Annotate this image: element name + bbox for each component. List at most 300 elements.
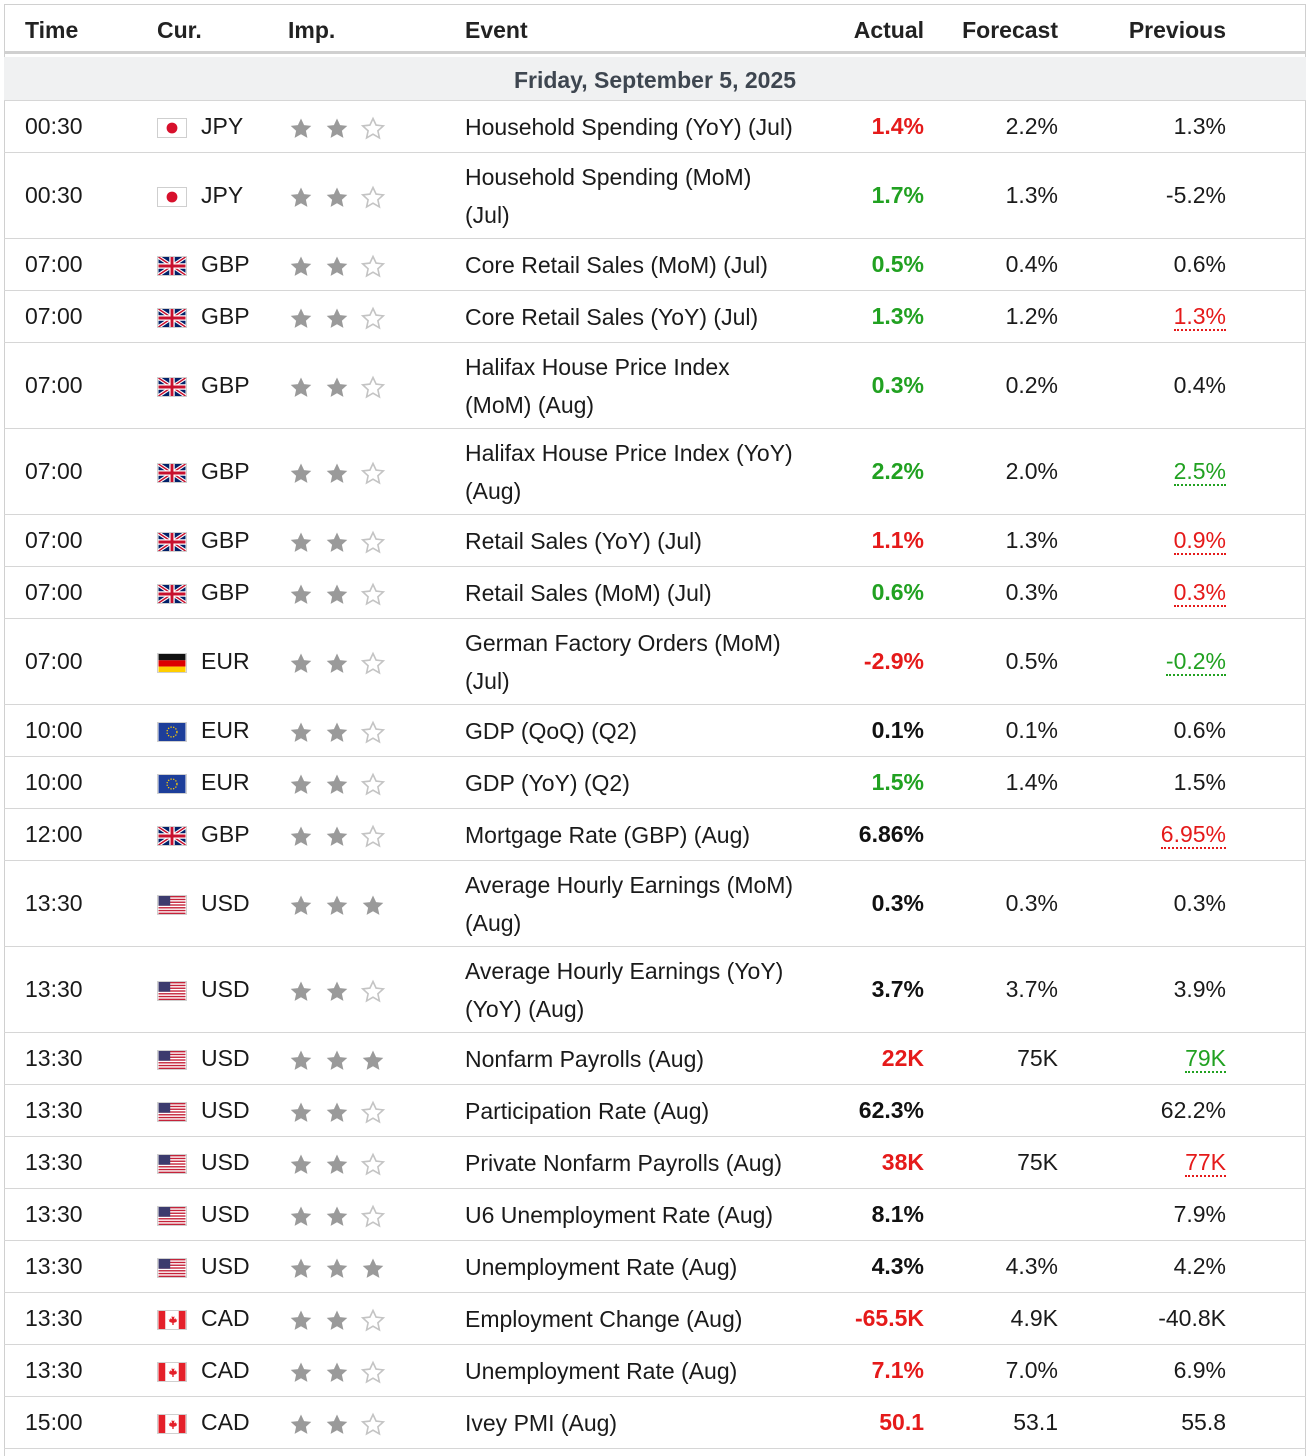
actual-value: 22K — [881, 1045, 924, 1071]
star-filled-icon — [287, 374, 315, 402]
star-filled-icon — [287, 1411, 315, 1439]
currency-code: GBP — [201, 458, 250, 484]
previous-value-text: 0.3% — [1173, 890, 1226, 916]
event-name[interactable] — [465, 1404, 617, 1442]
forecast-value: 1.4% — [1005, 769, 1058, 795]
event-name-line: Retail Sales (MoM) (Jul) — [465, 580, 712, 606]
actual-value: 0.5% — [871, 251, 924, 277]
star-empty-icon — [359, 1359, 387, 1387]
event-time: 13:30 — [25, 1045, 83, 1071]
currency-code: USD — [201, 1253, 250, 1279]
event-name[interactable] — [465, 1248, 737, 1286]
forecast-value: 4.3% — [1005, 1253, 1058, 1279]
event-time: 07:00 — [25, 458, 83, 484]
previous-value[interactable] — [1174, 458, 1226, 485]
forecast-value: 0.4% — [1005, 251, 1058, 277]
importance-stars — [287, 460, 387, 488]
gb-flag-icon — [157, 463, 187, 483]
currency-code: CAD — [201, 1409, 250, 1435]
table-row[interactable] — [4, 809, 1306, 861]
forecast-value: 0.2% — [1005, 372, 1058, 398]
star-filled-icon — [323, 305, 351, 333]
event-name-line: German Factory Orders (MoM) — [465, 630, 781, 656]
table-row[interactable] — [4, 705, 1306, 757]
event-name-line: Household Spending (YoY) (Jul) — [465, 114, 793, 140]
us-flag-icon — [157, 981, 187, 1001]
revised-previous-value[interactable]: 2.5% — [1173, 458, 1226, 484]
table-header — [4, 4, 1306, 54]
previous-value — [1181, 1409, 1226, 1436]
previous-value-text: 1.3% — [1173, 113, 1226, 139]
us-flag-icon — [157, 1258, 187, 1278]
actual-value: 62.3% — [858, 1097, 924, 1123]
table-row[interactable] — [4, 757, 1306, 809]
actual-value: 0.1% — [871, 717, 924, 743]
event-name-line: GDP (QoQ) (Q2) — [465, 718, 638, 744]
event-time: 13:30 — [25, 1201, 83, 1227]
star-empty-icon — [359, 978, 387, 1006]
star-filled-icon — [323, 1255, 351, 1283]
star-filled-icon — [323, 1099, 351, 1127]
gb-flag-icon — [157, 584, 187, 604]
star-filled-icon — [323, 719, 351, 747]
importance-stars — [287, 581, 387, 609]
table-row[interactable] — [4, 1033, 1306, 1085]
event-time: 13:30 — [25, 1305, 83, 1331]
star-empty-icon — [359, 1307, 387, 1335]
event-time: 07:00 — [25, 251, 83, 277]
star-empty-icon — [359, 1203, 387, 1231]
revised-previous-value[interactable]: 6.95% — [1160, 821, 1226, 847]
star-filled-icon — [359, 892, 387, 920]
forecast-value: 1.2% — [1005, 303, 1058, 329]
event-time: 13:30 — [25, 1097, 83, 1123]
event-name-line: Private Nonfarm Payrolls (Aug) — [465, 1150, 782, 1176]
gb-flag-icon — [157, 377, 187, 397]
event-time: 00:30 — [25, 113, 83, 139]
star-empty-icon — [359, 115, 387, 143]
star-filled-icon — [323, 1151, 351, 1179]
event-name[interactable] — [465, 1040, 704, 1078]
star-filled-icon — [287, 581, 315, 609]
actual-value: 2.2% — [871, 458, 924, 484]
actual-value: 1.4% — [871, 113, 924, 139]
event-name-line: Core Retail Sales (YoY) (Jul) — [465, 304, 759, 330]
actual-value: 1.3% — [871, 303, 924, 329]
star-filled-icon — [323, 892, 351, 920]
star-empty-icon — [359, 184, 387, 212]
star-empty-icon — [359, 529, 387, 557]
us-flag-icon — [157, 1050, 187, 1070]
star-filled-icon — [359, 1255, 387, 1283]
star-filled-icon — [287, 650, 315, 678]
table-row[interactable] — [4, 947, 1306, 1033]
event-name-line: U6 Unemployment Rate (Aug) — [465, 1202, 774, 1228]
previous-value — [1174, 769, 1226, 796]
forecast-value: 1.3% — [1005, 527, 1058, 553]
jp-flag-icon — [157, 118, 187, 138]
table-row[interactable] — [4, 1085, 1306, 1137]
actual-value: 0.6% — [871, 579, 924, 605]
importance-stars — [287, 184, 387, 212]
gb-flag-icon — [157, 826, 187, 846]
actual-value: 1.1% — [871, 527, 924, 553]
previous-value-text: -5.2% — [1165, 182, 1226, 208]
event-name[interactable] — [465, 624, 781, 700]
header-event[interactable]: Event — [465, 17, 528, 43]
event-name-line: Ivey PMI (Aug) — [465, 1410, 618, 1436]
star-filled-icon — [323, 650, 351, 678]
currency-code: USD — [201, 1201, 250, 1227]
header-time[interactable]: Time — [25, 17, 79, 43]
event-name[interactable] — [465, 1196, 773, 1234]
revised-previous-value[interactable]: -0.2% — [1165, 648, 1226, 674]
currency-code: GBP — [201, 303, 250, 329]
us-flag-icon — [157, 1102, 187, 1122]
previous-value[interactable] — [1174, 303, 1226, 330]
us-flag-icon — [157, 1154, 187, 1174]
event-name-line: Participation Rate (Aug) — [465, 1098, 710, 1124]
star-filled-icon — [323, 823, 351, 851]
table-row[interactable] — [4, 567, 1306, 619]
table-row[interactable] — [4, 153, 1306, 239]
ca-flag-icon — [157, 1362, 187, 1382]
currency-code: EUR — [201, 648, 250, 674]
star-filled-icon — [287, 1307, 315, 1335]
forecast-value: 3.7% — [1005, 976, 1058, 1002]
currency-code: EUR — [201, 769, 250, 795]
previous-value — [1158, 1305, 1226, 1332]
previous-value[interactable] — [1166, 648, 1226, 675]
previous-value[interactable] — [1174, 579, 1226, 606]
star-filled-icon — [287, 529, 315, 557]
actual-value: 8.1% — [871, 1201, 924, 1227]
event-time: 15:00 — [25, 1409, 83, 1435]
gb-flag-icon — [157, 308, 187, 328]
revised-previous-value[interactable]: 0.9% — [1173, 527, 1226, 553]
table-row[interactable] — [4, 291, 1306, 343]
table-row[interactable] — [4, 1137, 1306, 1189]
star-filled-icon — [359, 1047, 387, 1075]
event-name[interactable] — [465, 1092, 709, 1130]
actual-value: -2.9% — [863, 648, 924, 674]
event-name-line: (MoM) (Aug) — [465, 392, 595, 418]
event-name[interactable] — [465, 108, 793, 146]
star-filled-icon — [287, 1203, 315, 1231]
star-empty-icon — [359, 305, 387, 333]
header-previous[interactable]: Previous — [1128, 17, 1226, 43]
previous-value — [1166, 182, 1226, 209]
event-name-line: Employment Change (Aug) — [465, 1306, 743, 1332]
forecast-value: 7.0% — [1005, 1357, 1058, 1383]
forecast-value: 4.9K — [1010, 1305, 1058, 1331]
table-row[interactable] — [4, 1241, 1306, 1293]
star-empty-icon — [359, 1099, 387, 1127]
previous-value-text: 7.9% — [1173, 1201, 1226, 1227]
star-filled-icon — [323, 1047, 351, 1075]
event-name-line: Nonfarm Payrolls (Aug) — [465, 1046, 705, 1072]
currency-code: CAD — [201, 1305, 250, 1331]
star-empty-icon — [359, 719, 387, 747]
actual-value: 3.7% — [871, 976, 924, 1002]
event-name[interactable] — [465, 298, 758, 336]
header-forecast[interactable]: Forecast — [962, 17, 1058, 43]
table-row[interactable] — [4, 1397, 1306, 1449]
previous-value-text: 62.2% — [1160, 1097, 1226, 1123]
event-time: 13:30 — [25, 890, 83, 916]
event-time: 07:00 — [25, 303, 83, 329]
star-filled-icon — [287, 253, 315, 281]
star-filled-icon — [323, 1307, 351, 1335]
event-name-line: Household Spending (MoM) — [465, 164, 752, 190]
previous-value-text: 0.4% — [1173, 372, 1226, 398]
star-filled-icon — [287, 1099, 315, 1127]
event-name[interactable] — [465, 522, 702, 560]
forecast-value: 75K — [1017, 1045, 1058, 1071]
importance-stars — [287, 253, 387, 281]
star-filled-icon — [287, 978, 315, 1006]
star-empty-icon — [359, 1411, 387, 1439]
star-filled-icon — [323, 529, 351, 557]
actual-value: 0.3% — [871, 890, 924, 916]
us-flag-icon — [157, 895, 187, 915]
star-empty-icon — [359, 253, 387, 281]
header-currency[interactable]: Cur. — [157, 17, 202, 43]
star-filled-icon — [323, 253, 351, 281]
previous-value — [1174, 890, 1226, 917]
importance-stars — [287, 1359, 387, 1387]
previous-value — [1174, 1357, 1226, 1384]
event-name[interactable] — [465, 1352, 737, 1390]
event-name-line: Mortgage Rate (GBP) (Aug) — [465, 822, 751, 848]
importance-stars — [287, 1255, 387, 1283]
currency-code: USD — [201, 1045, 250, 1071]
table-row[interactable] — [4, 101, 1306, 153]
event-time: 10:00 — [25, 769, 83, 795]
star-filled-icon — [323, 374, 351, 402]
event-name-line: (Jul) — [465, 202, 510, 228]
star-filled-icon — [323, 978, 351, 1006]
currency-code: GBP — [201, 821, 250, 847]
importance-stars — [287, 650, 387, 678]
importance-stars — [287, 719, 387, 747]
event-name-line: GDP (YoY) (Q2) — [465, 770, 630, 796]
actual-value: 7.1% — [871, 1357, 924, 1383]
previous-value — [1161, 1097, 1226, 1124]
event-name-line: Halifax House Price Index (YoY) — [465, 440, 793, 466]
revised-previous-value[interactable]: 1.3% — [1173, 303, 1226, 329]
event-time: 10:00 — [25, 717, 83, 743]
date-label: Friday, September 5, 2025 — [513, 67, 797, 93]
forecast-value: 0.3% — [1005, 579, 1058, 605]
star-filled-icon — [287, 892, 315, 920]
forecast-value: 53.1 — [1013, 1409, 1058, 1435]
previous-value — [1174, 113, 1226, 140]
currency-code: CAD — [201, 1357, 250, 1383]
forecast-value: 2.2% — [1005, 113, 1058, 139]
forecast-value: 0.5% — [1005, 648, 1058, 674]
table-row[interactable] — [4, 619, 1306, 705]
event-time: 13:30 — [25, 976, 83, 1002]
star-empty-icon — [359, 460, 387, 488]
event-name[interactable] — [465, 816, 750, 854]
event-time: 00:30 — [25, 182, 83, 208]
previous-value[interactable] — [1161, 821, 1226, 848]
event-name-line: (YoY) (Aug) — [465, 996, 585, 1022]
event-name[interactable] — [465, 246, 768, 284]
table-row[interactable] — [4, 1293, 1306, 1345]
star-empty-icon — [359, 581, 387, 609]
previous-value[interactable] — [1185, 1045, 1226, 1072]
event-name-line: Average Hourly Earnings (YoY) — [465, 958, 784, 984]
event-time: 12:00 — [25, 821, 83, 847]
event-name[interactable] — [465, 434, 793, 510]
currency-code: GBP — [201, 251, 250, 277]
event-name[interactable] — [465, 574, 712, 612]
event-name[interactable] — [465, 1300, 742, 1338]
previous-value — [1174, 976, 1226, 1003]
revised-previous-value[interactable]: 0.3% — [1173, 579, 1226, 605]
event-name-line: Unemployment Rate (Aug) — [465, 1254, 738, 1280]
header-importance[interactable]: Imp. — [288, 17, 336, 43]
star-empty-icon — [359, 1151, 387, 1179]
gb-flag-icon — [157, 532, 187, 552]
forecast-value: 0.3% — [1005, 890, 1058, 916]
previous-value[interactable] — [1174, 527, 1226, 554]
event-name-line: (Aug) — [465, 478, 522, 504]
star-empty-icon — [359, 771, 387, 799]
actual-value: 50.1 — [879, 1409, 924, 1435]
currency-code: GBP — [201, 372, 250, 398]
currency-code: JPY — [201, 113, 244, 139]
star-filled-icon — [323, 460, 351, 488]
currency-code: USD — [201, 1149, 250, 1175]
event-name[interactable] — [465, 348, 730, 424]
event-time: 07:00 — [25, 648, 83, 674]
currency-code: USD — [201, 1097, 250, 1123]
star-filled-icon — [287, 1359, 315, 1387]
currency-code: GBP — [201, 579, 250, 605]
currency-code: USD — [201, 890, 250, 916]
importance-stars — [287, 1411, 387, 1439]
event-name[interactable] — [465, 158, 751, 234]
event-name-line: Average Hourly Earnings (MoM) — [465, 872, 794, 898]
table-row[interactable] — [4, 515, 1306, 567]
currency-code: USD — [201, 976, 250, 1002]
de-flag-icon — [157, 653, 187, 673]
importance-stars — [287, 1099, 387, 1127]
star-empty-icon — [359, 823, 387, 851]
previous-value — [1174, 717, 1226, 744]
star-filled-icon — [323, 1411, 351, 1439]
previous-value-text: 55.8 — [1181, 1409, 1226, 1435]
forecast-value: 1.3% — [1005, 182, 1058, 208]
event-time: 07:00 — [25, 372, 83, 398]
star-filled-icon — [287, 460, 315, 488]
eu-flag-icon — [157, 722, 187, 742]
actual-value: 1.7% — [871, 182, 924, 208]
event-name-line: (Aug) — [465, 910, 522, 936]
ca-flag-icon — [157, 1310, 187, 1330]
actual-value: 0.3% — [871, 372, 924, 398]
event-name[interactable] — [465, 1144, 782, 1182]
importance-stars — [287, 374, 387, 402]
star-filled-icon — [287, 719, 315, 747]
event-name-line: Unemployment Rate (Aug) — [465, 1358, 738, 1384]
importance-stars — [287, 1047, 387, 1075]
table-row[interactable] — [4, 239, 1306, 291]
forecast-value: 75K — [1017, 1149, 1058, 1175]
star-empty-icon — [359, 374, 387, 402]
star-filled-icon — [287, 115, 315, 143]
importance-stars — [287, 1203, 387, 1231]
date-separator — [4, 57, 1306, 101]
forecast-value: 2.0% — [1005, 458, 1058, 484]
forecast-value: 0.1% — [1005, 717, 1058, 743]
previous-value-text: 3.9% — [1173, 976, 1226, 1002]
previous-value — [1174, 1253, 1226, 1280]
previous-value — [1174, 1201, 1226, 1228]
star-filled-icon — [287, 305, 315, 333]
event-name-line: Retail Sales (YoY) (Jul) — [465, 528, 702, 554]
importance-stars — [287, 892, 387, 920]
importance-stars — [287, 1307, 387, 1335]
importance-stars — [287, 978, 387, 1006]
previous-value-text: 4.2% — [1173, 1253, 1226, 1279]
importance-stars — [287, 771, 387, 799]
table-row[interactable] — [4, 861, 1306, 947]
star-filled-icon — [287, 1151, 315, 1179]
importance-stars — [287, 115, 387, 143]
table-row[interactable] — [4, 429, 1306, 515]
jp-flag-icon — [157, 187, 187, 207]
previous-value[interactable] — [1185, 1149, 1226, 1176]
star-filled-icon — [323, 115, 351, 143]
event-name-line: (Jul) — [465, 668, 510, 694]
actual-value: -65.5K — [854, 1305, 924, 1331]
header-actual[interactable]: Actual — [853, 17, 924, 43]
star-filled-icon — [287, 184, 315, 212]
event-name-line: Core Retail Sales (MoM) (Jul) — [465, 252, 768, 278]
event-time: 07:00 — [25, 579, 83, 605]
table-row[interactable] — [4, 343, 1306, 429]
event-name[interactable] — [465, 866, 793, 942]
importance-stars — [287, 823, 387, 851]
table-row[interactable] — [4, 1189, 1306, 1241]
revised-previous-value[interactable]: 79K — [1185, 1045, 1226, 1071]
gb-flag-icon — [157, 256, 187, 276]
star-filled-icon — [323, 184, 351, 212]
previous-value-text: 0.6% — [1173, 251, 1226, 277]
event-name[interactable] — [465, 952, 783, 1028]
event-time: 13:30 — [25, 1357, 83, 1383]
eu-flag-icon — [157, 774, 187, 794]
revised-previous-value[interactable]: 77K — [1185, 1149, 1226, 1175]
event-name[interactable] — [465, 712, 637, 750]
star-filled-icon — [287, 1047, 315, 1075]
previous-value-text: 0.6% — [1173, 717, 1226, 743]
currency-code: EUR — [201, 717, 250, 743]
star-filled-icon — [323, 771, 351, 799]
star-filled-icon — [287, 771, 315, 799]
previous-value — [1174, 372, 1226, 399]
table-row[interactable] — [4, 1345, 1306, 1397]
ca-flag-icon — [157, 1414, 187, 1434]
event-name[interactable] — [465, 764, 630, 802]
us-flag-icon — [157, 1206, 187, 1226]
previous-value-text: 1.5% — [1173, 769, 1226, 795]
currency-code: JPY — [201, 182, 244, 208]
